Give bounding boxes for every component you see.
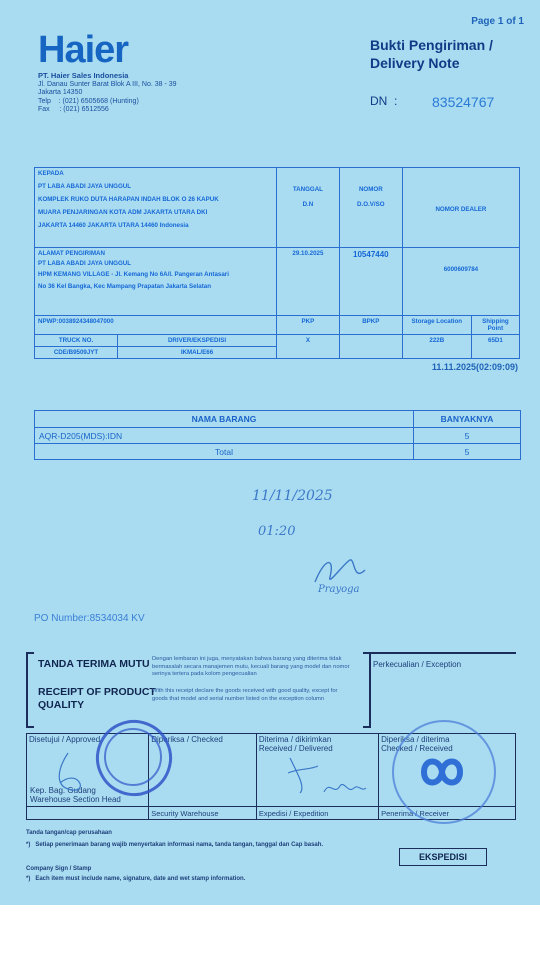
driver-name: IKMAL/E66 [180,349,214,356]
company-telp: Telp : (021) 6505668 (Hunting) [38,97,139,105]
bpkp-label: BPKP [339,316,402,335]
title-line-2: Delivery Note [370,55,460,71]
print-timestamp: 11.11.2025(02:09:09) [431,362,518,372]
receipt-title-id: TANDA TERIMA MUTU [38,658,150,670]
shipping-point-label: Shipping Point [471,316,519,335]
delivered-label-2: Received / Delivered [258,744,333,753]
truck-driver-cell [35,335,277,359]
receipt-text-id: Dengan lembaran ini juga, menyatakan bahwa barang yang diterima tidak bermasalah secara manajemen mutu, kecuali barang yang model dan nomor serinya tertera pada kolom pengecualian [152,656,350,677]
total-label: Total [35,444,414,460]
exception-label: Perkecualian / Exception [373,660,462,669]
kepada-cell [35,168,277,248]
tanggal-label: TANGGAL [292,186,323,193]
security-warehouse: Security Warehouse [149,807,257,820]
items-col-name: NAMA BARANG [35,411,414,428]
handwritten-time: 01:20 [258,524,296,539]
delivered-label-1: Diterima / dikirimkan [258,735,332,744]
receipt-box [26,652,371,724]
shipping-point: 65D1 [471,335,519,359]
company-fax: Fax : (021) 6512556 [38,106,109,113]
nomor-label: NOMOR [358,186,383,193]
items-table [34,410,521,460]
alamat-cell [35,248,277,316]
total-qty: 5 [414,444,521,460]
note-company-sign-id: Tanda tangan/cap perusahaan [26,830,112,836]
dealer-header: NOMOR DEALER [402,168,519,248]
exception-box [369,652,516,726]
alamat-label: ALAMAT PENGIRIMAN [38,250,105,257]
nomor-header [339,168,402,248]
receipt-title-en-2: QUALITY [38,699,85,711]
total-row [35,444,521,460]
alamat-name: PT LABA ABADI JAYA UNGGUL [38,260,132,267]
warehouse-foot [27,807,149,820]
storage-location: 222B [402,335,471,359]
table-row [35,428,521,444]
po-number: PO Number:8534034 KV [34,613,145,624]
truck-number: CDE/B9509JYT [35,347,118,359]
company-address-2: Jakarta 14350 [38,89,83,96]
header-table [34,167,520,359]
kepada-address-3: JAKARTA 14460 JAKARTA UTARA 14460 Indonesia [38,222,189,229]
pkp-value: X [277,335,340,359]
document-title [370,36,493,72]
haier-stamp-inner [104,728,162,786]
kepada-name: PT LABA ABADI JAYA UNGGUL [38,183,132,190]
kepada-address-1: KOMPLEK RUKO DUTA HARAPAN INDAH BLOK O 26 KAPUK [38,196,219,203]
warehouse-head-1: Kep. Bag. Gudang [30,786,96,795]
tanggal-header [277,168,340,248]
note-company-sign-en: Company Sign / Stamp [26,866,92,872]
ekspedisi-box: EKSPEDISI [399,848,487,866]
dn-number: 83524767 [432,94,495,110]
warehouse-head-2: Warehouse Section Head [30,795,121,804]
item-qty: 5 [414,428,521,444]
company-info [38,72,177,115]
handwritten-date: 11/11/2025 [252,488,333,504]
items-col-qty: BANYAKNYA [414,411,521,428]
dn-date: 29.10.2025 [277,248,340,316]
handwritten-signature-name: Prayoga [318,584,360,595]
company-name: PT. Haier Sales Indonesia [38,71,129,80]
receipt-title-en-1: RECEIPT OF PRODUCT [38,686,156,698]
do-number: 10547440 [339,248,402,316]
page-number: Page 1 of 1 [471,16,524,27]
npwp: NPWP:0038924348047000 [35,316,277,335]
storage-location-label: Storage Location [402,316,471,335]
dn-label: DN : [370,94,398,108]
nomor-sub: D.O.V/SO [357,201,385,208]
driver-label: DRIVER/EKSPEDISI [118,335,277,347]
alamat-address-2: No 36 Kel Bangka, Kec Mampang Prapatan Jakarta Selatan [38,283,211,290]
receiver-stamp-logo [412,752,472,792]
checked-label: Diperiksa / Checked [151,735,223,744]
kepada-address-2: MUARA PENJARINGAN KOTA ADM JAKARTA UTARA DKI [38,209,208,216]
title-line-1: Bukti Pengiriman / [370,37,493,53]
received-label-2: Checked / Received [381,744,453,753]
alamat-address-1: HPM KEMANG VILLAGE - Jl. Kemang No 6A/I. Pangeran Antasari [38,271,229,278]
item-name: AQR-D205(MDS):IDN [35,428,414,444]
truck-label: TRUCK NO. [35,335,118,347]
tanggal-sub: D.N [302,201,314,208]
note-requirement-id: *) Setiap penerimaan barang wajib menyertakan informasi nama, tanda tangan, tanggal dan Cap basah. [26,842,324,848]
expedition-label: Expedisi / Expedition [256,807,378,820]
receipt-text-en: With this receipt declare the goods received with good quality, except for goods that model and serial number listed on the exception column [152,688,338,702]
note-requirement-en: *) Each item must include name, signature, date and wet stamp information. [26,876,246,882]
company-logo: Haier [38,29,129,71]
receiver-label: Penerima / Receiver [379,807,516,820]
bpkp-value [339,335,402,359]
bracket-left [26,652,34,728]
dealer-number: 6000609784 [402,248,519,316]
expedition-signature-mark [320,776,370,802]
truck-driver-table [35,335,276,358]
pkp-label: PKP [277,316,340,335]
received-label-1: Diperiksa / diterima [381,735,450,744]
approved-label: Disetujui / Approved [29,735,101,744]
kepada-label: KEPADA [38,170,64,177]
receipt-title-en [38,686,156,712]
approved-signature-mark [48,748,98,798]
company-address-1: Jl. Danau Sunter Barat Blok A III, No. 38 - 39 [38,80,177,88]
